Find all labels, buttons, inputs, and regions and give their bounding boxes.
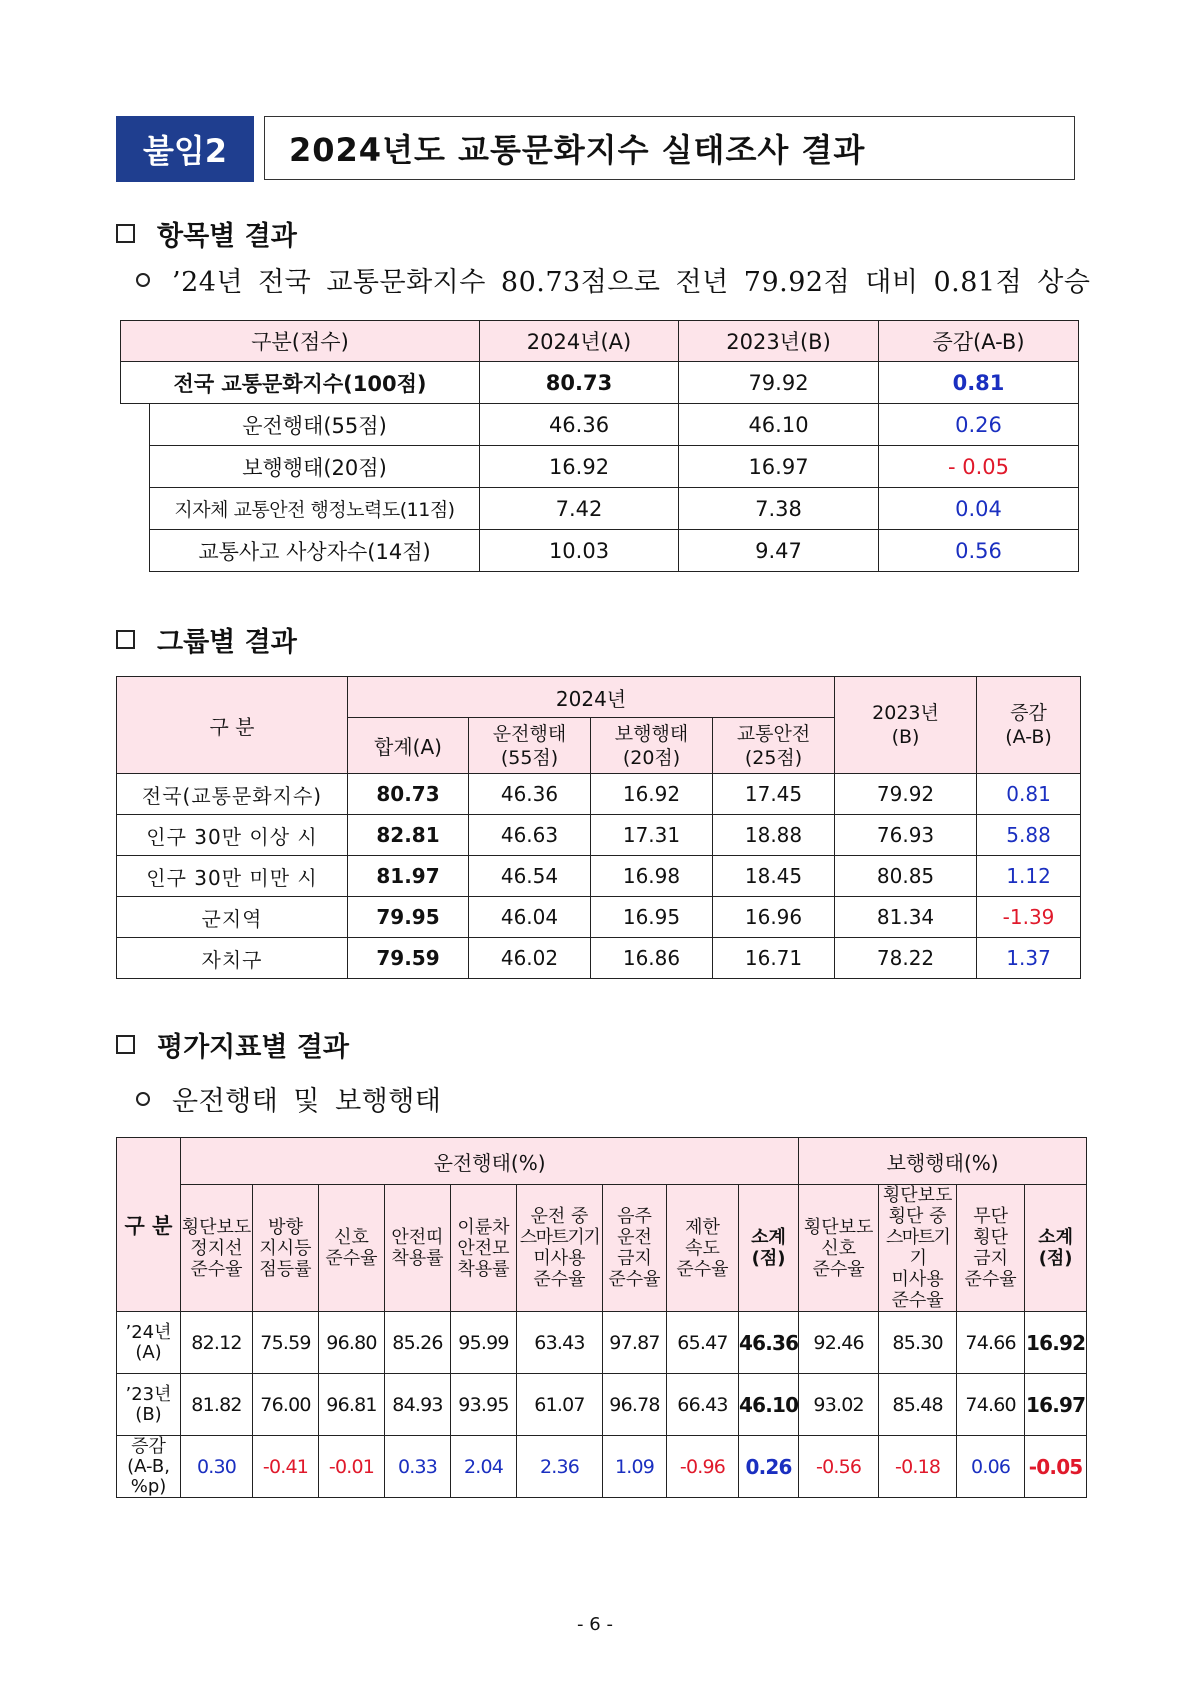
value-walk: 16.92 xyxy=(591,774,713,815)
value-cell: 96.80 xyxy=(319,1312,385,1374)
header-line: 이륜차 xyxy=(457,1216,510,1238)
header-line: 운전 중 xyxy=(530,1206,589,1227)
table-row xyxy=(117,897,1081,938)
value-walk: 16.95 xyxy=(591,897,713,938)
row-label: 운전행태(55점) xyxy=(150,404,480,446)
table-header-cell: 구 분 xyxy=(117,1138,181,1312)
page-number: - 6 - xyxy=(577,1614,613,1635)
value-total: 79.95 xyxy=(348,897,469,938)
circle-bullet-icon xyxy=(136,1092,150,1106)
value-drive: 46.04 xyxy=(469,897,591,938)
value-cell: -0.41 xyxy=(253,1436,319,1498)
header-line: 보행행태 xyxy=(614,722,689,745)
value-2024: 80.73 xyxy=(480,362,679,404)
header-line: 준수율 xyxy=(812,1258,865,1280)
value-drive: 46.36 xyxy=(469,774,591,815)
value-diff: - 0.05 xyxy=(879,446,1079,488)
header-line: 준수율 xyxy=(325,1248,378,1269)
value-cell: 0.26 xyxy=(739,1436,799,1498)
value-diff: 0.81 xyxy=(977,774,1081,815)
value-2023: 16.97 xyxy=(679,446,879,488)
header-line: 횡단 xyxy=(973,1227,1008,1248)
value-diff: 0.26 xyxy=(879,404,1079,446)
table-row xyxy=(117,856,1081,897)
value-diff: 0.81 xyxy=(879,362,1079,404)
square-bullet-icon xyxy=(116,224,135,243)
section-heading-text: 그룹별 결과 xyxy=(157,627,297,658)
table-header-cell xyxy=(181,1185,253,1312)
value-2024: 46.36 xyxy=(480,404,679,446)
value-safety: 16.96 xyxy=(713,897,835,938)
table-row xyxy=(121,404,1079,446)
value-cell: -0.56 xyxy=(799,1436,879,1498)
row-label: 인구 30만 이상 시 xyxy=(117,815,348,856)
value-cell: 46.36 xyxy=(739,1312,799,1374)
row-label: 보행행태(20점) xyxy=(150,446,480,488)
value-cell: 75.59 xyxy=(253,1312,319,1374)
row-label: 교통사고 사상자수(14점) xyxy=(150,530,480,572)
table-row xyxy=(121,530,1079,572)
value-safety: 18.45 xyxy=(713,856,835,897)
header-line: 제한 xyxy=(685,1216,720,1238)
value-safety: 17.45 xyxy=(713,774,835,815)
table-row xyxy=(117,774,1081,815)
value-2023: 81.34 xyxy=(835,897,977,938)
value-2023: 78.22 xyxy=(835,938,977,979)
value-cell: 0.06 xyxy=(957,1436,1025,1498)
label-line: (B) xyxy=(135,1403,162,1425)
section-heading-indicators xyxy=(116,1025,349,1064)
value-cell: 66.43 xyxy=(667,1374,739,1436)
value-drive: 46.54 xyxy=(469,856,591,897)
value-walk: 17.31 xyxy=(591,815,713,856)
value-diff: 1.12 xyxy=(977,856,1081,897)
value-cell: 93.95 xyxy=(451,1374,517,1436)
value-2024: 7.42 xyxy=(480,488,679,530)
summary-text: ’24년 전국 교통문화지수 80.73점으로 전년 79.92점 대비 0.81점 상승 xyxy=(172,267,1091,298)
value-cell: 63.43 xyxy=(517,1312,603,1374)
value-cell: 74.66 xyxy=(957,1312,1025,1374)
header-line: 소계 xyxy=(751,1227,786,1248)
header-line: 2023년 xyxy=(872,702,939,724)
table-header-cell xyxy=(739,1185,799,1312)
value-cell: 0.33 xyxy=(385,1436,451,1498)
header-line: 운전 xyxy=(617,1227,652,1248)
value-cell: -0.05 xyxy=(1025,1436,1087,1498)
page-title: 2024년도 교통문화지수 실태조사 결과 xyxy=(264,116,1075,180)
header-line: 미사용 xyxy=(533,1248,586,1269)
row-label: 전국 교통문화지수(100점) xyxy=(121,362,480,404)
table-row xyxy=(121,362,1079,404)
value-total: 79.59 xyxy=(348,938,469,979)
value-2023: 7.38 xyxy=(679,488,879,530)
row-label: 인구 30만 미만 시 xyxy=(117,856,348,897)
table-header-cell xyxy=(879,1185,957,1312)
row-label xyxy=(117,1436,181,1498)
table-header-cell xyxy=(957,1185,1025,1312)
header-line: 준수율 xyxy=(891,1290,944,1311)
value-cell: -0.96 xyxy=(667,1436,739,1498)
header-line: 금지 xyxy=(973,1248,1008,1269)
square-bullet-icon xyxy=(116,1035,135,1054)
value-cell: 76.00 xyxy=(253,1374,319,1436)
section-heading-groups xyxy=(116,620,297,659)
header-line: (A-B) xyxy=(1005,726,1052,748)
value-cell: 85.30 xyxy=(879,1312,957,1374)
value-cell: -0.01 xyxy=(319,1436,385,1498)
header-line: 신호 xyxy=(821,1237,856,1259)
value-diff: 0.56 xyxy=(879,530,1079,572)
row-label xyxy=(117,1312,181,1374)
header-line: 횡단보도 xyxy=(803,1216,874,1238)
header-line: 음주 xyxy=(617,1206,652,1227)
label-line: ’23년 xyxy=(125,1383,172,1405)
value-cell: 81.82 xyxy=(181,1374,253,1436)
label-line: %p) xyxy=(130,1475,167,1497)
group-result-table xyxy=(116,676,1081,979)
value-walk: 16.98 xyxy=(591,856,713,897)
label-line: 증감 xyxy=(131,1435,166,1457)
table-header-cell: 운전행태(%) xyxy=(181,1138,799,1185)
table-row xyxy=(117,1374,1087,1436)
attachment-tag: 붙임2 xyxy=(116,116,254,182)
value-total: 81.97 xyxy=(348,856,469,897)
items-result-table xyxy=(120,320,1079,572)
table-header-cell xyxy=(469,718,591,774)
table-header-cell: 구분(점수) xyxy=(121,321,480,362)
indicator-bullet xyxy=(136,1079,441,1118)
table-header-cell xyxy=(713,718,835,774)
header-line: 소계 xyxy=(1038,1227,1073,1248)
value-2023: 76.93 xyxy=(835,815,977,856)
table-header-cell xyxy=(451,1185,517,1312)
value-cell: 82.12 xyxy=(181,1312,253,1374)
value-2023: 80.85 xyxy=(835,856,977,897)
header-line: 안전띠 xyxy=(391,1227,444,1248)
value-2023: 79.92 xyxy=(835,774,977,815)
header-line: 준수율 xyxy=(190,1258,243,1280)
indent-spacer xyxy=(121,404,150,572)
header-line: (점) xyxy=(751,1248,786,1269)
label-line: (A) xyxy=(135,1341,162,1363)
header-line: 횡단보도 xyxy=(181,1216,252,1238)
value-2024: 10.03 xyxy=(480,530,679,572)
header-line: 무단 xyxy=(973,1206,1008,1227)
value-cell: 2.36 xyxy=(517,1436,603,1498)
header-line: 횡단보도 xyxy=(882,1185,953,1206)
table-header-cell: 증감(A-B) xyxy=(879,321,1079,362)
table-row xyxy=(117,1436,1087,1498)
header-line: (55점) xyxy=(500,746,559,769)
value-safety: 18.88 xyxy=(713,815,835,856)
value-diff: 1.37 xyxy=(977,938,1081,979)
value-2023: 9.47 xyxy=(679,530,879,572)
header-line: 속도 xyxy=(685,1237,720,1259)
value-cell: 2.04 xyxy=(451,1436,517,1498)
square-bullet-icon xyxy=(116,630,135,649)
value-2023: 79.92 xyxy=(679,362,879,404)
value-cell: 96.78 xyxy=(603,1374,667,1436)
value-cell: 16.92 xyxy=(1025,1312,1087,1374)
row-label: 전국(교통문화지수) xyxy=(117,774,348,815)
row-label: 지자체 교통안전 행정노력도(11점) xyxy=(150,488,480,530)
value-diff: 5.88 xyxy=(977,815,1081,856)
table-header-cell xyxy=(1025,1185,1087,1312)
header-line: (25점) xyxy=(744,746,803,769)
header-line: 방향 xyxy=(268,1216,303,1238)
row-label xyxy=(117,1374,181,1436)
table-header-cell xyxy=(385,1185,451,1312)
header-line: 미사용 xyxy=(891,1269,944,1290)
header-line: 점등률 xyxy=(259,1258,312,1280)
table-header-cell xyxy=(977,677,1081,774)
section-heading-text: 항목별 결과 xyxy=(157,221,297,252)
value-safety: 16.71 xyxy=(713,938,835,979)
value-cell: 0.30 xyxy=(181,1436,253,1498)
section-heading-text: 평가지표별 결과 xyxy=(157,1032,349,1063)
header-line: (점) xyxy=(1038,1248,1073,1269)
label-line: (A-B, xyxy=(127,1455,170,1477)
table-header-cell: 2023년(B) xyxy=(679,321,879,362)
header-line: 준수율 xyxy=(676,1258,729,1280)
value-cell: 65.47 xyxy=(667,1312,739,1374)
table-row xyxy=(121,446,1079,488)
header-line: 운전행태 xyxy=(492,722,567,745)
table-header-cell xyxy=(603,1185,667,1312)
table-row xyxy=(121,488,1079,530)
header-line: 스마트기기 xyxy=(885,1227,950,1269)
header-line: 착용률 xyxy=(391,1248,444,1269)
table-header-cell xyxy=(319,1185,385,1312)
table-header-cell xyxy=(667,1185,739,1312)
table-header-cell: 2024년(A) xyxy=(480,321,679,362)
header-line: 안전모 xyxy=(457,1237,510,1259)
table-header-cell: 보행행태(%) xyxy=(799,1138,1087,1185)
value-walk: 16.86 xyxy=(591,938,713,979)
header-line: 횡단 중 xyxy=(888,1206,947,1227)
header-line: 스마트기기 xyxy=(519,1227,600,1248)
table-header-cell xyxy=(835,677,977,774)
table-header-cell xyxy=(799,1185,879,1312)
table-row xyxy=(117,938,1081,979)
value-cell: 95.99 xyxy=(451,1312,517,1374)
table-header-cell: 구 분 xyxy=(117,677,348,774)
value-cell: 92.46 xyxy=(799,1312,879,1374)
value-drive: 46.63 xyxy=(469,815,591,856)
value-diff: -1.39 xyxy=(977,897,1081,938)
value-diff: 0.04 xyxy=(879,488,1079,530)
value-cell: 85.26 xyxy=(385,1312,451,1374)
header-line: (B) xyxy=(891,726,920,748)
header-line: 금지 xyxy=(617,1248,652,1269)
table-header-cell xyxy=(591,718,713,774)
value-cell: 84.93 xyxy=(385,1374,451,1436)
table-header-cell xyxy=(253,1185,319,1312)
value-cell: 61.07 xyxy=(517,1374,603,1436)
table-header-cell xyxy=(517,1185,603,1312)
label-line: ’24년 xyxy=(125,1321,172,1343)
value-drive: 46.02 xyxy=(469,938,591,979)
table-row xyxy=(117,1312,1087,1374)
header-line: 지시등 xyxy=(259,1237,312,1259)
header-line: 준수율 xyxy=(608,1269,661,1290)
value-cell: 96.81 xyxy=(319,1374,385,1436)
value-cell: 93.02 xyxy=(799,1374,879,1436)
value-total: 82.81 xyxy=(348,815,469,856)
header-line: 준수율 xyxy=(533,1269,586,1290)
value-cell: -0.18 xyxy=(879,1436,957,1498)
header-line: 정지선 xyxy=(190,1237,243,1259)
header-line: 신호 xyxy=(334,1227,369,1248)
value-cell: 74.60 xyxy=(957,1374,1025,1436)
value-2023: 46.10 xyxy=(679,404,879,446)
value-total: 80.73 xyxy=(348,774,469,815)
header-line: 교통안전 xyxy=(736,722,811,745)
row-label: 군지역 xyxy=(117,897,348,938)
page-header xyxy=(116,116,1077,182)
header-line: 증감 xyxy=(1010,702,1047,724)
value-2024: 16.92 xyxy=(480,446,679,488)
table-header-cell: 2024년 xyxy=(348,677,835,718)
table-header-cell: 합계(A) xyxy=(348,718,469,774)
value-cell: 16.97 xyxy=(1025,1374,1087,1436)
indicator-bullet-text: 운전행태 및 보행행태 xyxy=(172,1086,442,1117)
row-label: 자치구 xyxy=(117,938,348,979)
value-cell: 1.09 xyxy=(603,1436,667,1498)
value-cell: 97.87 xyxy=(603,1312,667,1374)
summary-bullet xyxy=(136,260,1090,299)
circle-bullet-icon xyxy=(136,273,150,287)
header-line: 준수율 xyxy=(964,1269,1017,1290)
header-line: 착용률 xyxy=(457,1258,510,1280)
value-cell: 46.10 xyxy=(739,1374,799,1436)
header-line: (20점) xyxy=(622,746,681,769)
value-cell: 85.48 xyxy=(879,1374,957,1436)
table-row xyxy=(117,815,1081,856)
indicator-result-table xyxy=(116,1137,1087,1498)
section-heading-items xyxy=(116,214,297,253)
